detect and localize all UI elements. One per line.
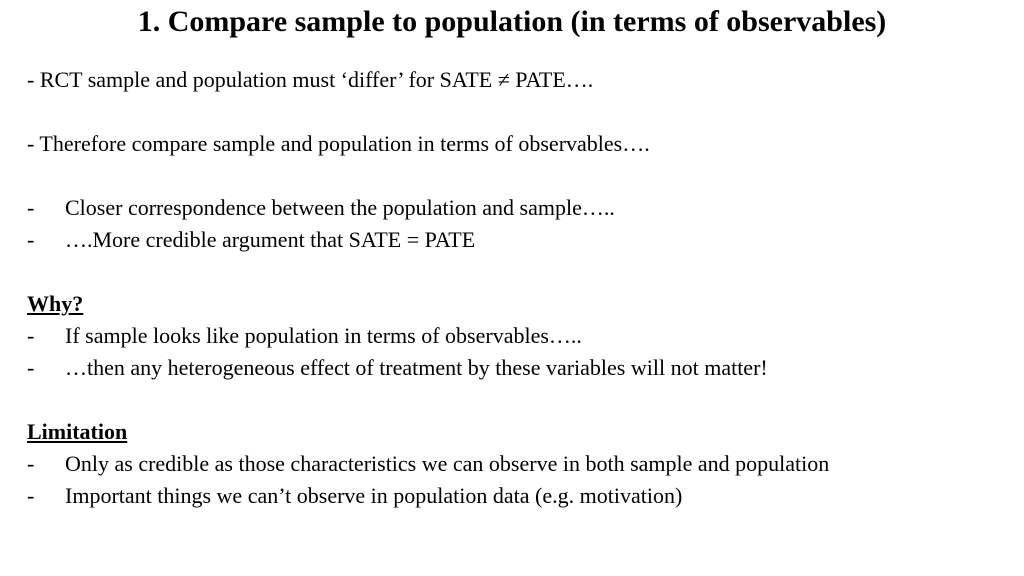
bullet-text: Only as credible as those characteristics we can observe in both sample and population — [65, 451, 830, 476]
spacer — [27, 256, 1007, 288]
bullet-text: Closer correspondence between the population and sample….. — [65, 195, 615, 220]
slide-content — [27, 64, 1007, 512]
list-item — [27, 192, 1007, 224]
list-item — [27, 320, 1007, 352]
bullet-text: ….More credible argument that SATE = PATE — [65, 227, 476, 252]
bullet-text: Important things we can’t observe in population data (e.g. motivation) — [65, 483, 683, 508]
intro-line-2: - Therefore compare sample and population in terms of observables…. — [27, 131, 650, 156]
bullet-dash: - — [27, 483, 35, 508]
limitation-heading: Limitation — [27, 419, 128, 444]
bullet-text: If sample looks like population in terms of observables….. — [65, 323, 582, 348]
spacer — [27, 160, 1007, 192]
spacer — [27, 96, 1007, 128]
slide-title: 1. Compare sample to population (in terms of observables) — [137, 5, 887, 38]
list-item — [27, 352, 1007, 384]
bullet-dash: - — [27, 323, 35, 348]
bullet-dash: - — [27, 195, 35, 220]
bullet-dash: - — [27, 355, 35, 380]
list-item — [27, 224, 1007, 256]
why-heading: Why? — [27, 291, 84, 316]
list-item — [27, 448, 1007, 480]
list-item — [27, 480, 1007, 512]
bullet-dash: - — [27, 451, 35, 476]
bullet-dash: - — [27, 227, 35, 252]
spacer — [27, 384, 1007, 416]
intro-line-1: - RCT sample and population must ‘differ’ for SATE ≠ PATE…. — [27, 67, 594, 92]
bullet-text: …then any heterogeneous effect of treatment by these variables will not matter! — [65, 355, 768, 380]
